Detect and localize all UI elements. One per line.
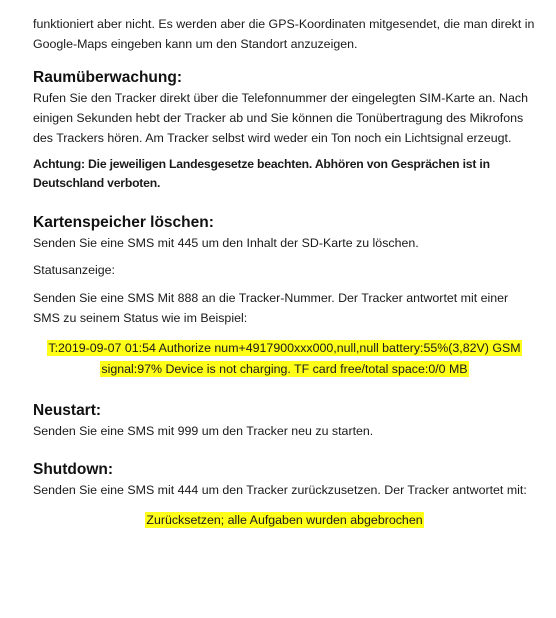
heading-kartenspeicher: Kartenspeicher löschen: — [33, 214, 214, 231]
status-example-line-2: signal:97% Device is not charging. TF card free/total space:0/0 MB — [101, 362, 468, 376]
shutdown-response-text: Zurücksetzen; alle Aufgaben wurden abgebrochen — [146, 513, 423, 527]
shutdown-response — [33, 510, 536, 531]
raum-paragraph: Rufen Sie den Tracker direkt über die Telefonnummer der eingelegten SIM-Karte an. Nach einigen Sekunden hebt der Tracker ab und Sie können die Tonübertragung des Mikrofons des Trackers hören. Am Tracker selbst wird weder ein Ton noch ein Lichtsignal erzeugt. — [33, 91, 528, 145]
heading-shutdown: Shutdown: — [33, 461, 114, 478]
neustart-paragraph: Senden Sie eine SMS mit 999 um den Tracker neu zu starten. — [33, 424, 374, 438]
karte-paragraph: Senden Sie eine SMS mit 445 um den Inhalt der SD-Karte zu löschen. — [33, 236, 419, 250]
heading-neustart: Neustart: — [33, 402, 102, 419]
legal-warning: Achtung: Die jeweiligen Landesgesetze beachten. Abhören von Gesprächen ist in Deutschland verboten. — [33, 157, 490, 190]
status-label: Statusanzeige: — [33, 263, 115, 277]
status-paragraph: Senden Sie eine SMS Mit 888 an die Tracker-Nummer. Der Tracker antwortet mit einer SMS zu seinem Status wie im Beispiel: — [33, 291, 509, 325]
heading-raumueberwachung: Raumüberwachung: — [33, 69, 182, 86]
status-example-line-1: T:2019-09-07 01:54 Authorize num+4917900xxx000,null,null battery:55%(3,82V) GSM — [48, 341, 521, 355]
status-example — [33, 338, 536, 380]
intro-paragraph: funktioniert aber nicht. Es werden aber die GPS-Koordinaten mitgesendet, die man direkt in Google-Maps eingeben kann um den Standort anzuzeigen. — [33, 17, 535, 51]
shutdown-paragraph: Senden Sie eine SMS mit 444 um den Tracker zurückzusetzen. Der Tracker antwortet mit: — [33, 483, 527, 497]
